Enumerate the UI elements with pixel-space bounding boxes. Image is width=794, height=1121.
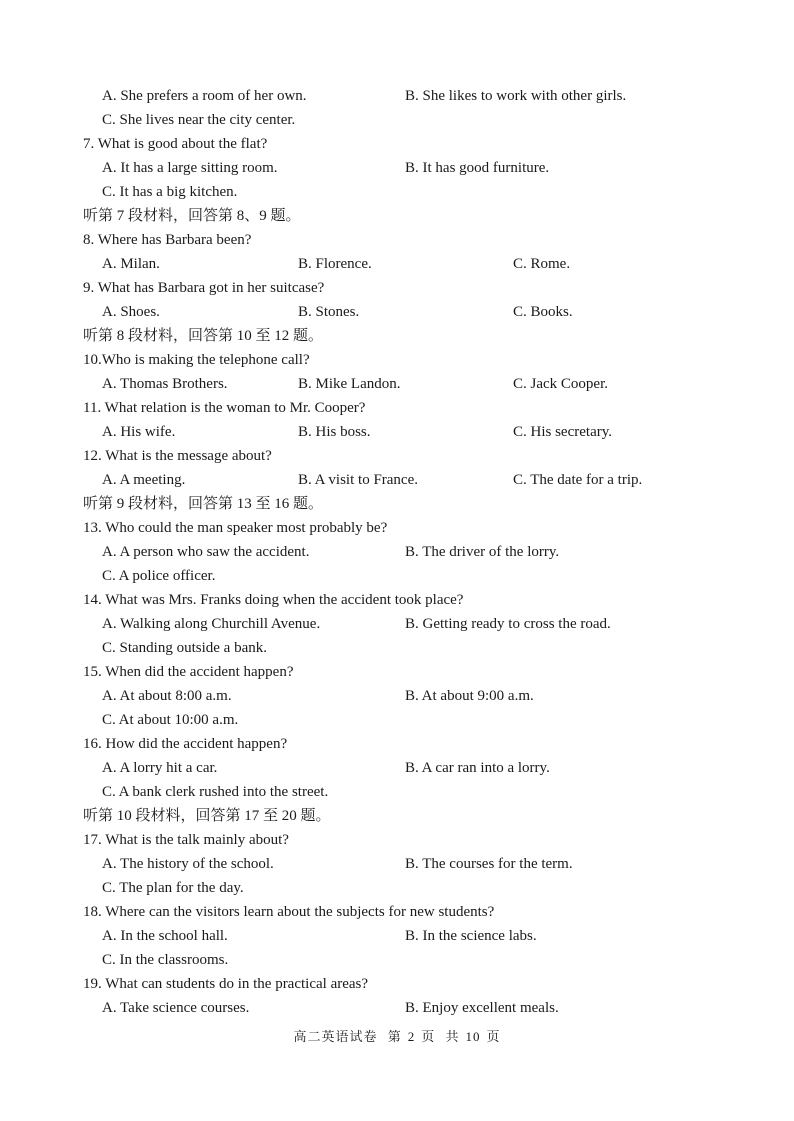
option-c: C. Jack Cooper. bbox=[513, 376, 608, 392]
option-c: C. Standing outside a bank. bbox=[102, 640, 267, 656]
options-row bbox=[0, 468, 794, 492]
option-a: A. At about 8:00 a.m. bbox=[102, 688, 232, 704]
option-a: A. His wife. bbox=[102, 424, 176, 440]
question-text: 17. What is the talk mainly about? bbox=[83, 832, 289, 848]
section-instruction bbox=[0, 492, 794, 516]
question-text: 7. What is good about the flat? bbox=[83, 136, 268, 152]
options-row bbox=[0, 780, 794, 804]
option-b: B. Mike Landon. bbox=[298, 376, 401, 392]
option-b: B. In the science labs. bbox=[405, 928, 537, 944]
option-a: A. She prefers a room of her own. bbox=[102, 88, 307, 104]
option-b: B. Enjoy excellent meals. bbox=[405, 1000, 559, 1016]
options-row bbox=[0, 84, 794, 108]
option-a: A. A person who saw the accident. bbox=[102, 544, 310, 560]
option-c: C. Rome. bbox=[513, 256, 571, 272]
option-b: B. Getting ready to cross the road. bbox=[405, 616, 611, 632]
options-row bbox=[0, 612, 794, 636]
question-text: 16. How did the accident happen? bbox=[83, 736, 288, 752]
option-a: A. Thomas Brothers. bbox=[102, 376, 228, 392]
section-text: 听第 9 段材料，回答第 13 至 16 题。 bbox=[83, 496, 324, 512]
footer-total-unit: 页 bbox=[486, 1029, 501, 1044]
section-instruction bbox=[0, 804, 794, 828]
option-b: B. The driver of the lorry. bbox=[405, 544, 560, 560]
option-c: C. She lives near the city center. bbox=[102, 112, 296, 128]
option-a: A. A lorry hit a car. bbox=[102, 760, 218, 776]
question-text: 8. Where has Barbara been? bbox=[83, 232, 252, 248]
option-b: B. A car ran into a lorry. bbox=[405, 760, 550, 776]
section-instruction bbox=[0, 324, 794, 348]
option-b: B. Florence. bbox=[298, 256, 372, 272]
option-a: A. Take science courses. bbox=[102, 1000, 250, 1016]
option-b: B. At about 9:00 a.m. bbox=[405, 688, 534, 704]
question-line bbox=[0, 732, 794, 756]
option-a: A. In the school hall. bbox=[102, 928, 228, 944]
option-b: B. Stones. bbox=[298, 304, 360, 320]
options-row bbox=[0, 564, 794, 588]
options-row bbox=[0, 636, 794, 660]
question-line bbox=[0, 132, 794, 156]
option-c: C. In the classrooms. bbox=[102, 952, 229, 968]
option-b: B. His boss. bbox=[298, 424, 371, 440]
question-text: 18. Where can the visitors learn about the subjects for new students? bbox=[83, 904, 495, 920]
options-row bbox=[0, 252, 794, 276]
option-a: A. Walking along Churchill Avenue. bbox=[102, 616, 321, 632]
question-text: 19. What can students do in the practical areas? bbox=[83, 976, 369, 992]
footer-total-prefix: 共 bbox=[445, 1029, 460, 1044]
option-c: C. At about 10:00 a.m. bbox=[102, 712, 239, 728]
question-text: 15. When did the accident happen? bbox=[83, 664, 294, 680]
options-row bbox=[0, 684, 794, 708]
footer-page-prefix: 第 bbox=[387, 1029, 402, 1044]
options-row bbox=[0, 708, 794, 732]
question-text: 13. Who could the man speaker most probably be? bbox=[83, 520, 388, 536]
option-b: B. It has good furniture. bbox=[405, 160, 550, 176]
option-c: C. It has a big kitchen. bbox=[102, 184, 238, 200]
options-row bbox=[0, 420, 794, 444]
question-text: 14. What was Mrs. Franks doing when the accident took place? bbox=[83, 592, 464, 608]
option-a: A. Shoes. bbox=[102, 304, 160, 320]
section-text: 听第 7 段材料，回答第 8、9 题。 bbox=[83, 208, 301, 224]
option-a: A. A meeting. bbox=[102, 472, 186, 488]
question-line bbox=[0, 396, 794, 420]
footer-page-unit: 页 bbox=[421, 1029, 436, 1044]
options-row bbox=[0, 756, 794, 780]
question-text: 10.Who is making the telephone call? bbox=[83, 352, 310, 368]
options-row bbox=[0, 852, 794, 876]
footer-title: 高二英语试卷 bbox=[293, 1029, 378, 1044]
section-text: 听第 10 段材料，回答第 17 至 20 题。 bbox=[83, 808, 331, 824]
question-line bbox=[0, 588, 794, 612]
question-text: 11. What relation is the woman to Mr. Cooper? bbox=[83, 400, 366, 416]
option-a: A. The history of the school. bbox=[102, 856, 274, 872]
options-row bbox=[0, 156, 794, 180]
option-c: C. The plan for the day. bbox=[102, 880, 244, 896]
options-row bbox=[0, 372, 794, 396]
question-line bbox=[0, 444, 794, 468]
question-line bbox=[0, 516, 794, 540]
section-instruction bbox=[0, 204, 794, 228]
options-row bbox=[0, 300, 794, 324]
option-c: C. The date for a trip. bbox=[513, 472, 643, 488]
options-row bbox=[0, 108, 794, 132]
footer-page-number: 2 bbox=[407, 1029, 416, 1044]
footer-total-pages: 10 bbox=[465, 1029, 481, 1044]
options-row bbox=[0, 996, 794, 1020]
options-row bbox=[0, 876, 794, 900]
option-b: B. A visit to France. bbox=[298, 472, 418, 488]
option-b: B. She likes to work with other girls. bbox=[405, 88, 627, 104]
option-b: B. The courses for the term. bbox=[405, 856, 573, 872]
question-line bbox=[0, 228, 794, 252]
question-text: 12. What is the message about? bbox=[83, 448, 272, 464]
option-a: A. Milan. bbox=[102, 256, 160, 272]
page-footer bbox=[0, 1027, 794, 1047]
option-c: C. A police officer. bbox=[102, 568, 216, 584]
options-row bbox=[0, 540, 794, 564]
section-text: 听第 8 段材料，回答第 10 至 12 题。 bbox=[83, 328, 324, 344]
option-c: C. Books. bbox=[513, 304, 573, 320]
option-a: A. It has a large sitting room. bbox=[102, 160, 278, 176]
question-line bbox=[0, 828, 794, 852]
options-row bbox=[0, 948, 794, 972]
question-line bbox=[0, 348, 794, 372]
option-c: C. A bank clerk rushed into the street. bbox=[102, 784, 329, 800]
question-line bbox=[0, 900, 794, 924]
options-row bbox=[0, 180, 794, 204]
question-line bbox=[0, 972, 794, 996]
options-row bbox=[0, 924, 794, 948]
question-text: 9. What has Barbara got in her suitcase? bbox=[83, 280, 325, 296]
question-line bbox=[0, 276, 794, 300]
question-line bbox=[0, 660, 794, 684]
option-c: C. His secretary. bbox=[513, 424, 612, 440]
